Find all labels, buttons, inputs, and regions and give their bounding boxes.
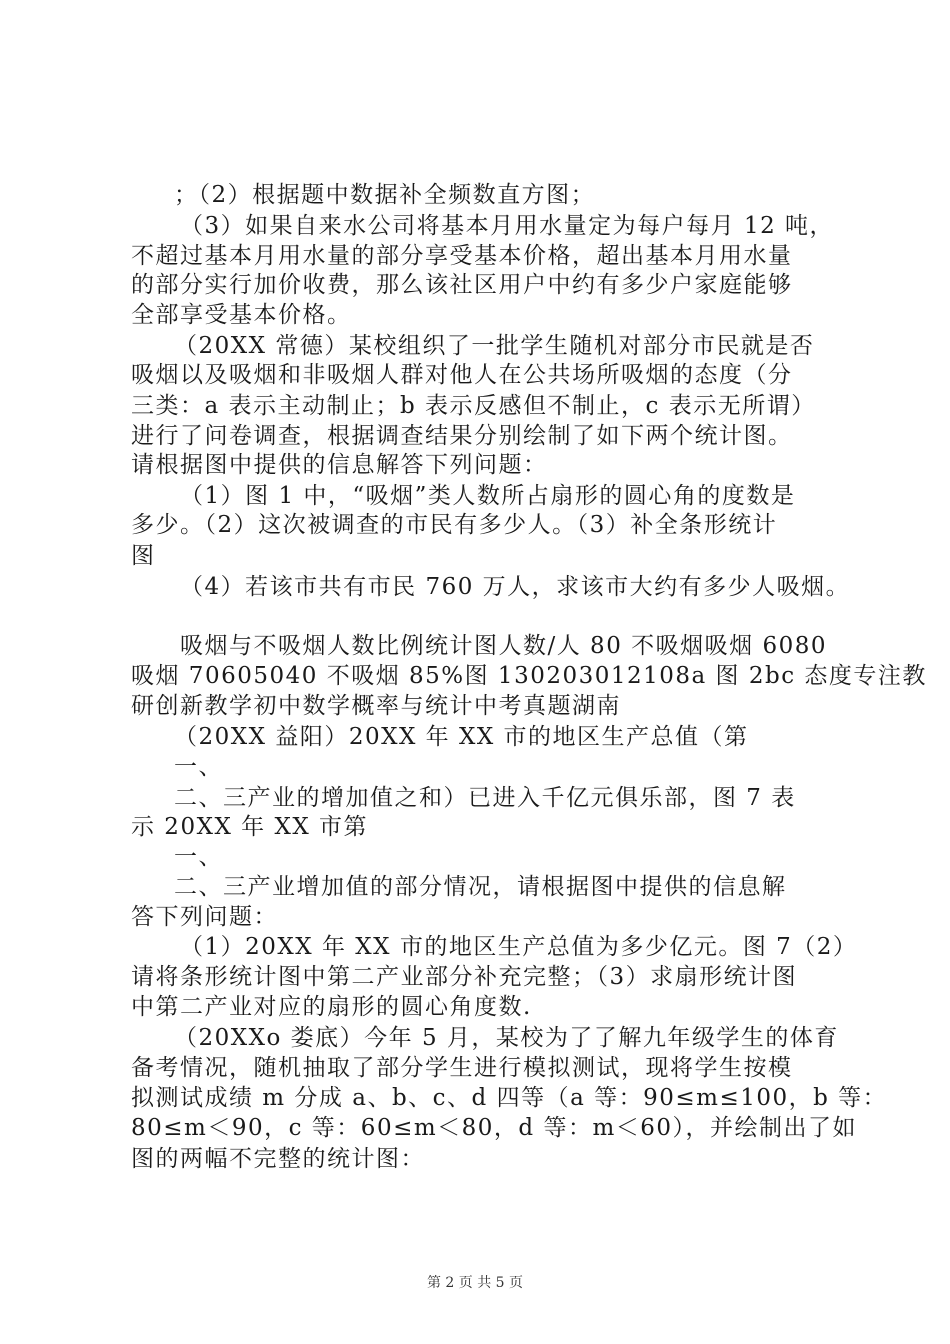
text-line: 研创新教学初中数学概率与统计中考真题湖南	[131, 693, 621, 719]
text-line: 全部享受基本价格。	[131, 302, 352, 328]
text-line: 的部分实行加价收费，那么该社区用户中约有多少户家庭能够	[131, 272, 793, 298]
page-number-footer: 第 2 页 共 5 页	[426, 1275, 524, 1291]
text-line: 图	[131, 543, 156, 569]
text-line: 三类：a 表示主动制止；b 表示反感但不制止，c 表示无所谓）	[131, 393, 816, 419]
text-line: 备考情况，随机抽取了部分学生进行模拟测试，现将学生按模	[131, 1055, 793, 1081]
text-line: 二、三产业的增加值之和）已进入千亿元俱乐部，图 7 表	[174, 785, 796, 811]
text-line: （20XXo 娄底）今年 5 月，某校为了了解九年级学生的体育	[174, 1025, 839, 1051]
text-line: 拟测试成绩 m 分成 a、b、c、d 四等（a 等：90≤m≤100，b 等：	[131, 1085, 888, 1111]
text-line: 不超过基本月用水量的部分享受基本价格，超出基本月用水量	[131, 243, 793, 269]
text-line: 吸烟与不吸烟人数比例统计图人数/人 80 不吸烟吸烟 6080	[180, 633, 827, 659]
text-line: 80≤m＜90，c 等：60≤m＜80，d 等：m＜60），并绘制出了如	[131, 1115, 858, 1141]
text-line: ；（2）根据题中数据补全频数直方图；	[174, 182, 596, 208]
text-line: 二、三产业增加值的部分情况，请根据图中提供的信息解	[174, 874, 787, 900]
text-line: （1）20XX 年 XX 市的地区生产总值为多少亿元。图 7（2）	[180, 934, 858, 960]
text-line: 请将条形统计图中第二产业部分补充完整；（3）求扇形统计图	[131, 964, 798, 990]
text-line: （4）若该市共有市民 760 万人，求该市大约有多少人吸烟。	[180, 574, 851, 600]
text-line: （20XX 益阳）20XX 年 XX 市的地区生产总值（第	[174, 724, 749, 750]
text-line: 吸烟 70605040 不吸烟 85%图 130203012108a 图 2bc 态度专注教	[131, 663, 927, 689]
text-line: （1）图 1 中，“吸烟”类人数所占扇形的圆心角的度数是	[180, 483, 796, 509]
text-line: 一、	[174, 844, 223, 870]
text-line: 中第二产业对应的扇形的圆心角度数.	[131, 994, 532, 1020]
text-line: （20XX 常德）某校组织了一批学生随机对部分市民就是否	[174, 333, 815, 359]
text-line: 答下列问题：	[131, 904, 278, 930]
text-line: 图的两幅不完整的统计图：	[131, 1146, 425, 1172]
text-line: 多少。（2）这次被调查的市民有多少人。（3）补全条形统计	[131, 512, 778, 538]
text-line: 示 20XX 年 XX 市第	[131, 814, 369, 840]
text-line: 一、	[174, 754, 223, 780]
text-line: 吸烟以及吸烟和非吸烟人群对他人在公共场所吸烟的态度（分	[131, 362, 793, 388]
text-line: 请根据图中提供的信息解答下列问题：	[131, 452, 548, 478]
text-line: （3）如果自来水公司将基本月用水量定为每户每月 12 吨，	[180, 213, 835, 239]
text-line: 进行了问卷调查，根据调查结果分别绘制了如下两个统计图。	[131, 423, 793, 449]
